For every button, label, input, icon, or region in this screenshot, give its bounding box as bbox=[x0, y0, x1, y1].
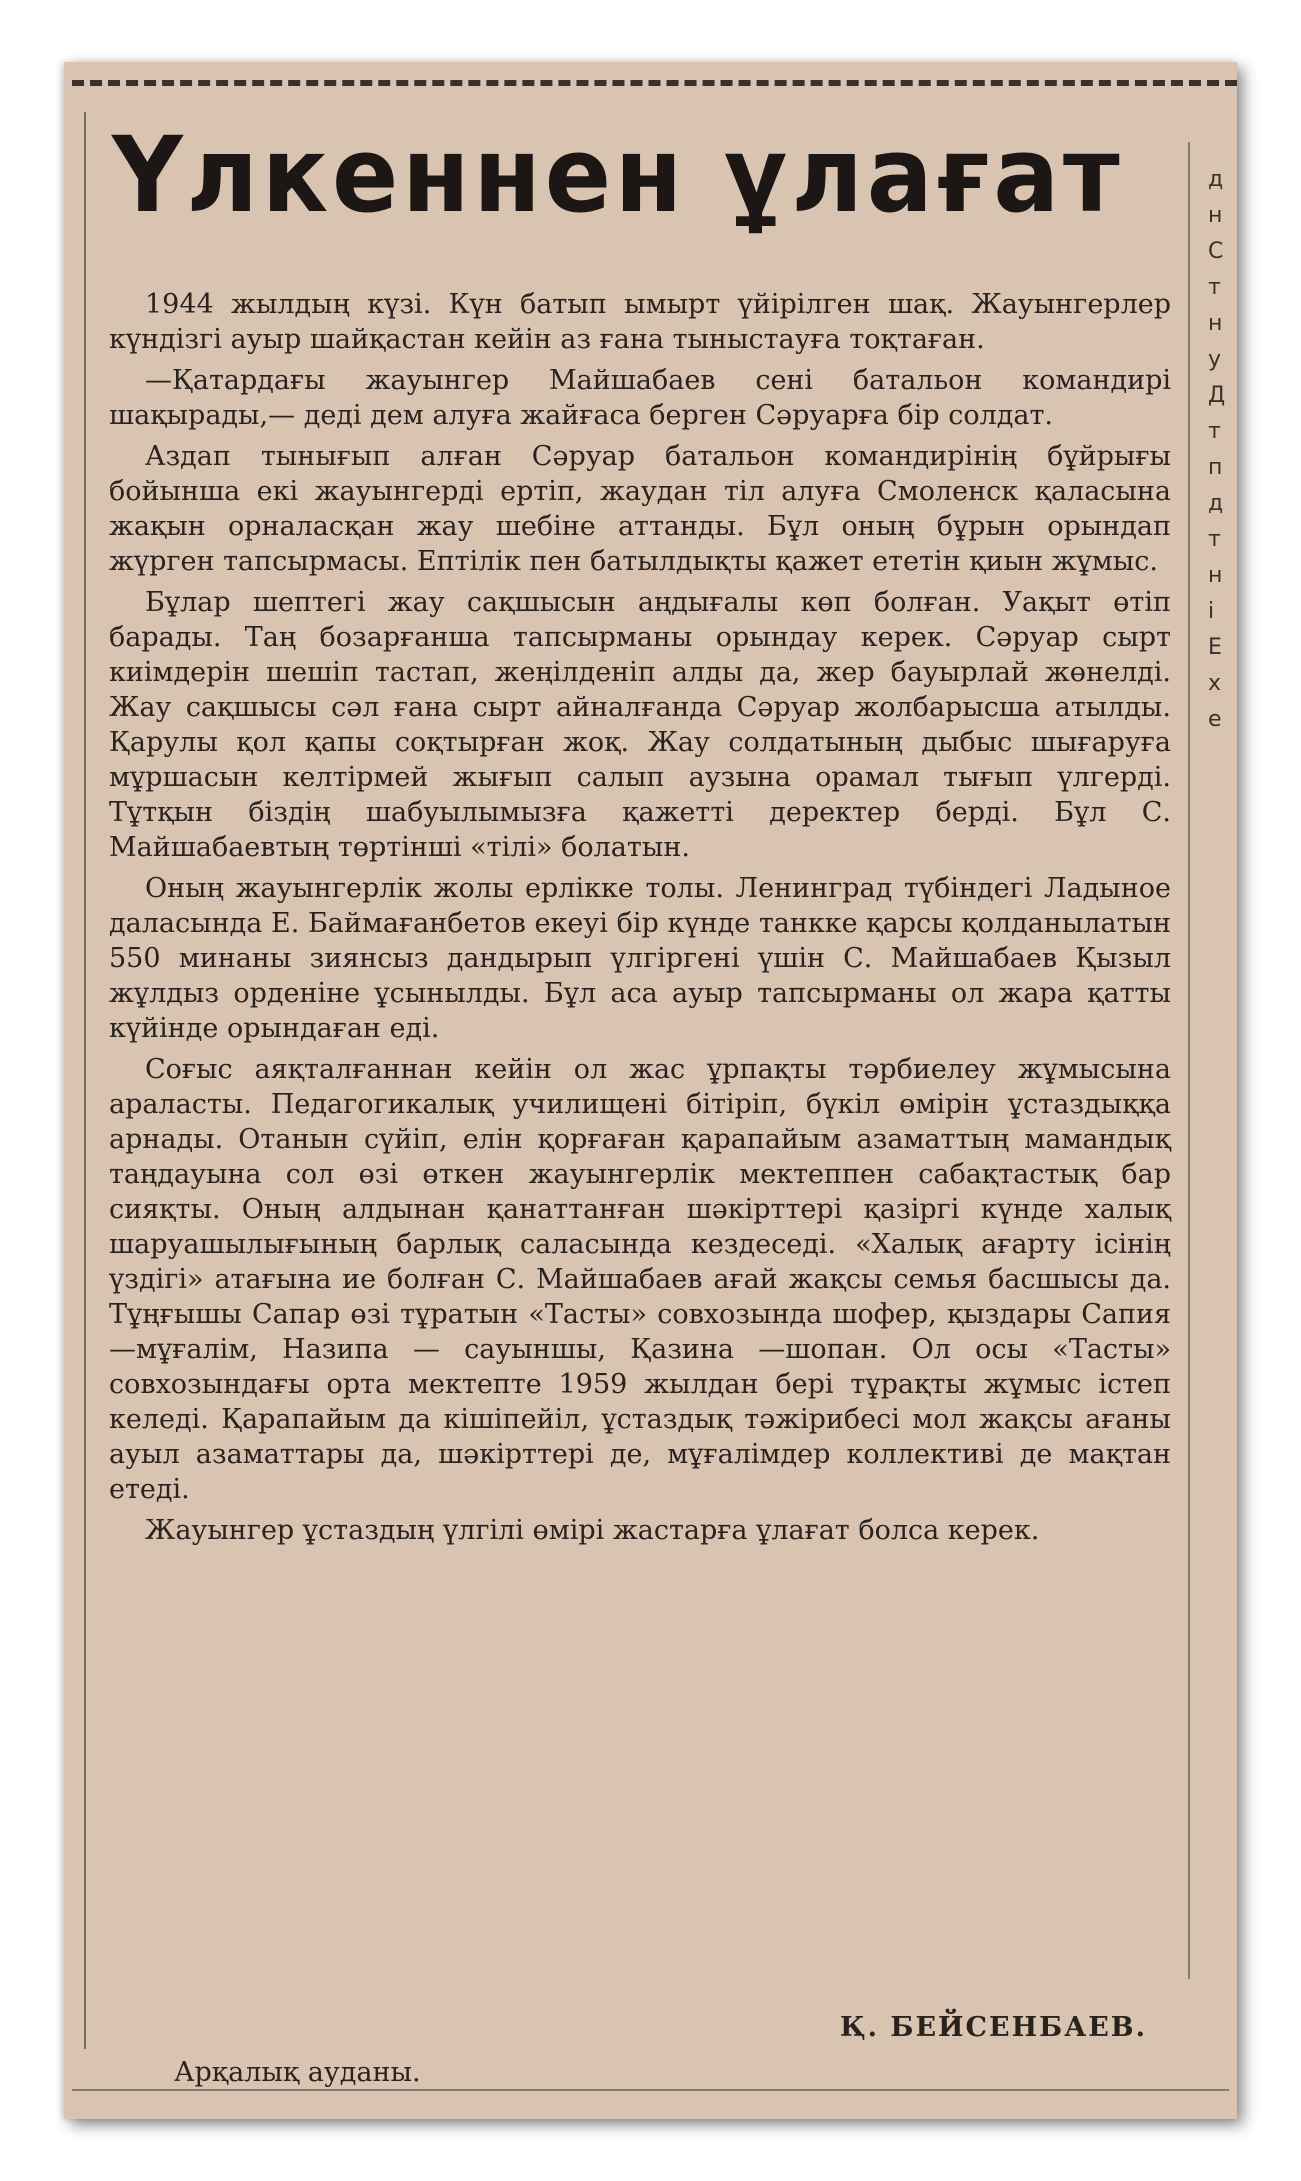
margin-fragment: Д bbox=[1208, 383, 1226, 408]
margin-fragment: Е bbox=[1208, 635, 1222, 660]
margin-fragment: н bbox=[1208, 311, 1223, 336]
margin-fragment: е bbox=[1208, 707, 1222, 732]
article-paragraph: Соғыс аяқталғаннан кейін ол жас ұрпақты тәрбиелеу жұмысына араласты. Педагогикалық училищені бітіріп, бүкіл өмірін ұстаздыққа арнады. Отанын сүйіп, елін қорғаған қарапайым азаматтың мамандық таңдауына сол өзі өткен жауынгерлік мектеппен сабақтастық бар сияқты. Оның алдынан қанаттанған шәкірттері қазіргі күнде халық шаруашылығының барлық саласында кездеседі. «Халық ағарту ісінің үздігі» атағына ие болған С. Майшабаев ағай жақсы семья басшысы да. Тұңғышы Сапар өзі тұратын «Тасты» совхозында шофер, қыздары Сапия —мұғалім, Назипа — сауыншы, Қазина —шопан. Ол осы «Тасты» совхозындағы орта мектепте 1959 жылдан бері тұрақты жұмыс істеп келеді. Қарапайым да кішіпейіл, ұстаздық тәжірибесі мол жақсы ағаны ауыл азаматтары да, шәкірттері де, мұғалімдер коллективі де мақтан етеді. bbox=[109, 1054, 1171, 1505]
margin-fragment: і bbox=[1208, 599, 1215, 624]
adjacent-column-fragments bbox=[1208, 162, 1237, 738]
article-body bbox=[109, 287, 1171, 1554]
margin-fragment: т bbox=[1208, 527, 1221, 552]
right-column-rule bbox=[1188, 142, 1190, 1979]
margin-fragment: н bbox=[1208, 563, 1223, 588]
margin-fragment: д bbox=[1208, 167, 1224, 192]
location-dateline: Арқалық ауданы. bbox=[174, 2057, 421, 2088]
article-paragraph: Жауынгер ұстаздың үлгілі өмірі жастарға ұлағат болса керек. bbox=[145, 1515, 1040, 1546]
article-paragraph: Оның жауынгерлік жолы ерлікке толы. Ленинград түбіндегі Ладыное даласында Е. Баймағанбетов екеуі бір күнде танкке қарсы қолданылатын 550 минаны зиянсыз дандырып үлгіргені үшін С. Майшабаев Қызыл жұлдыз орденіне ұсынылды. Бұл аса ауыр тапсырманы ол жара қатты күйінде орындаған еді. bbox=[109, 873, 1171, 1044]
article-paragraph: Аздап тынығып алған Сәруар батальон командирінің бұйрығы бойынша екі жауынгерді ертіп, жаудан тіл алуға Смоленск қаласына жақын орналасқан жау шебіне аттанды. Бұл оның бұрын орындап жүрген тапсырмасы. Ептілік пен батылдықты қажет ететін қиын жұмыс. bbox=[109, 441, 1171, 577]
article-headline: Үлкеннен ұлағат bbox=[112, 114, 1124, 236]
author-byline: Қ. БЕЙСЕНБАЕВ. bbox=[840, 2012, 1147, 2043]
top-dashed-rule bbox=[72, 80, 1237, 86]
margin-fragment: т bbox=[1208, 419, 1221, 444]
margin-fragment: т bbox=[1208, 275, 1221, 300]
article-paragraph: —Қатардағы жауынгер Майшабаев сені батальон командирі шақырады,— деді дем алуға жайғаса берген Сәруарға бір солдат. bbox=[109, 365, 1171, 431]
article-paragraph: 1944 жылдың күзі. Күн батып ымырт үйірілген шақ. Жауынгерлер күндізгі ауыр шайқастан кейін аз ғана тыныстауға тоқтаған. bbox=[109, 289, 1171, 355]
margin-fragment: н bbox=[1208, 203, 1223, 228]
bottom-rule bbox=[72, 2089, 1229, 2091]
margin-fragment: п bbox=[1208, 455, 1223, 480]
margin-fragment: х bbox=[1208, 671, 1222, 696]
margin-fragment: д bbox=[1208, 491, 1224, 516]
margin-fragment: у bbox=[1208, 347, 1222, 372]
article-paragraph: Бұлар шептегі жау сақшысын аңдығалы көп болған. Уақыт өтіп барады. Таң бозарғанша тапсырманы орындау керек. Сәруар сырт киімдерін шешіп тастап, жеңілденіп алды да, жер бауырлай жөнелді. Жау сақшысы сәл ғана сырт айналғанда Сәруар жолбарысша атылды. Қарулы қол қапы соқтырған жоқ. Жау солдатының дыбыс шығаруға мұршасын келтірмей жығып салып аузына орамал тығып үлгерді. Тұтқын біздің шабуылымызға қажетті деректер берді. Бұл С. Майшабаевтың төртінші «тілі» болатын. bbox=[109, 587, 1171, 863]
margin-fragment: С bbox=[1208, 239, 1224, 264]
left-column-rule bbox=[84, 112, 86, 2049]
newspaper-clipping bbox=[64, 62, 1237, 2119]
